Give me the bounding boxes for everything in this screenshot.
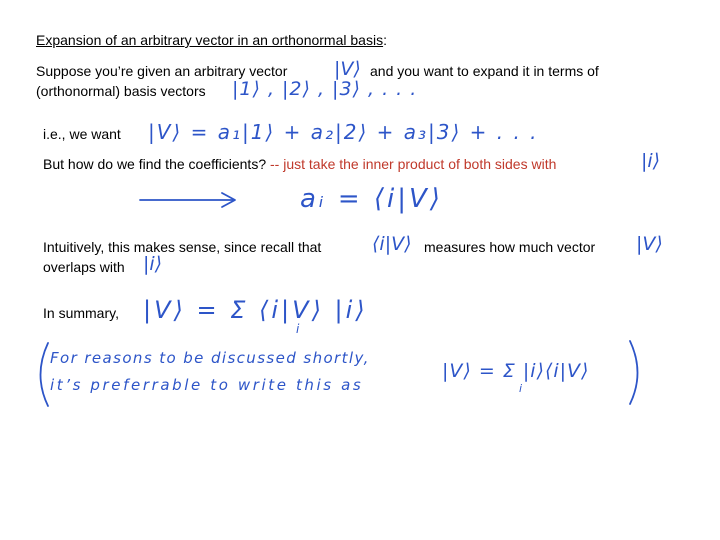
expansion-equation: |V⟩ = a₁|1⟩ + a₂|2⟩ + a₃|3⟩ + . . . bbox=[148, 120, 539, 144]
coefficient-result: aᵢ = ⟨i|V⟩ bbox=[300, 184, 443, 214]
question-line bbox=[43, 154, 556, 174]
intuition-line-b: measures how much vector bbox=[424, 239, 596, 255]
intuition-line-a: Intuitively, this makes sense, since recall that bbox=[43, 239, 322, 255]
ket-v-handwritten-2: |V⟩ bbox=[636, 233, 663, 255]
summary-label: In summary, bbox=[43, 305, 119, 321]
title-text: Expansion of an arbitrary vector in an orthonormal basis bbox=[36, 32, 384, 48]
right-paren-icon bbox=[626, 338, 646, 408]
question-text: But how do we find the coefficients? bbox=[43, 156, 267, 172]
right-arrow-icon bbox=[138, 190, 248, 210]
note-formula: |V⟩ = Σ |i⟩⟨i|V⟩ bbox=[442, 360, 590, 382]
inner-product-handwritten: ⟨i|V⟩ bbox=[372, 233, 412, 255]
left-paren-icon bbox=[32, 340, 52, 410]
intro-line-1b: and you want to expand it in terms of bbox=[370, 63, 599, 79]
intro-line-2: (orthonormal) basis vectors bbox=[36, 83, 206, 99]
intuition-line-c: overlaps with bbox=[43, 259, 125, 275]
summary-sum-index: i bbox=[296, 322, 300, 336]
answer-text: -- just take the inner product of both sides with bbox=[270, 156, 557, 172]
basis-vectors-handwritten: |1⟩ , |2⟩ , |3⟩ , . . . bbox=[232, 78, 418, 100]
summary-equation: |V⟩ = Σ ⟨i|V⟩ |i⟩ bbox=[143, 296, 368, 324]
note-line-2: it’s preferrable to write this as bbox=[50, 376, 364, 394]
ie-label: i.e., we want bbox=[43, 126, 121, 142]
note-line-1: For reasons to be discussed shortly, bbox=[50, 349, 370, 367]
ket-i-handwritten-2: |i⟩ bbox=[143, 253, 163, 275]
ket-v-handwritten: |V⟩ bbox=[334, 58, 361, 80]
note-sum-index: i bbox=[519, 382, 523, 395]
intro-line-1a: Suppose you’re given an arbitrary vector bbox=[36, 63, 288, 79]
slide-title bbox=[36, 30, 387, 50]
ket-i-handwritten: |i⟩ bbox=[641, 150, 661, 172]
title-colon: : bbox=[383, 32, 387, 48]
